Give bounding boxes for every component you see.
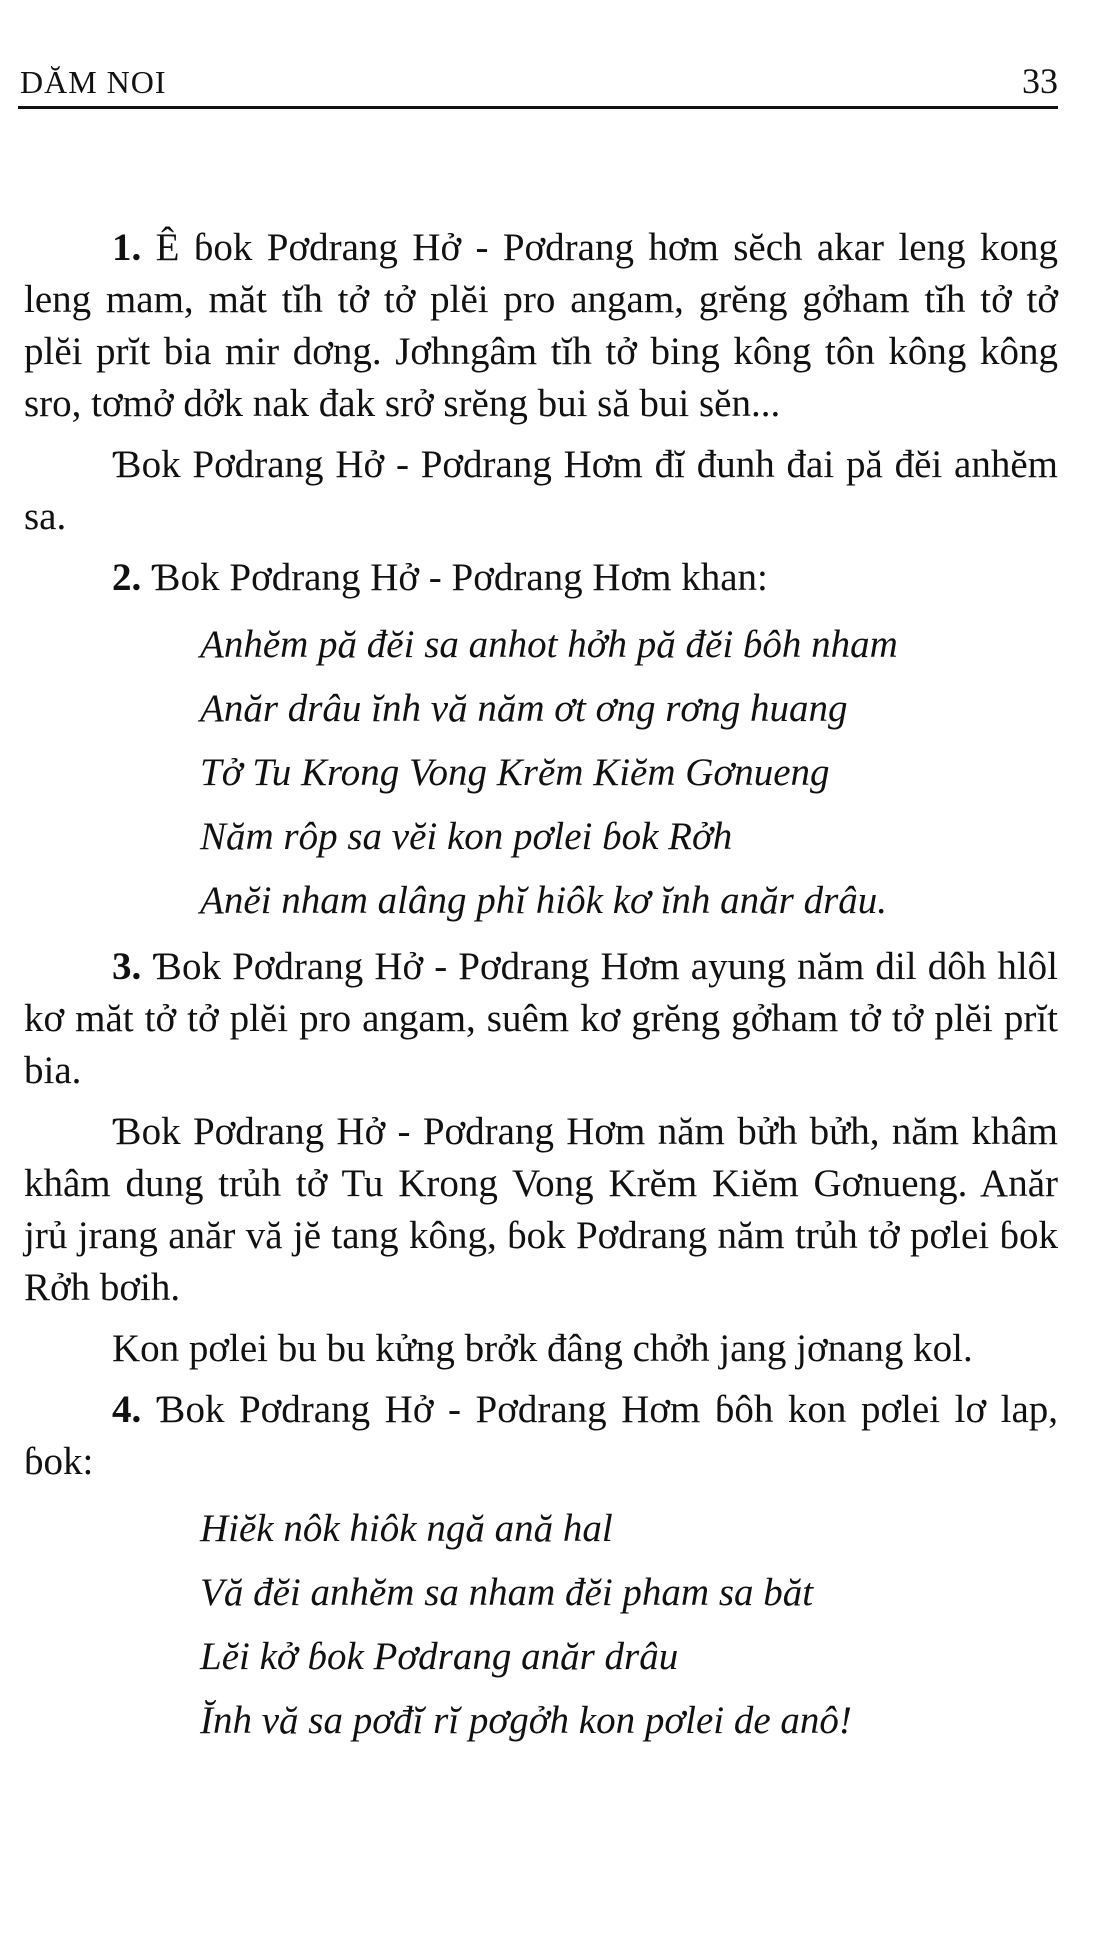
paragraph-4 <box>24 941 1058 1097</box>
running-header <box>18 58 1058 109</box>
section-number: 1. <box>112 226 142 269</box>
paragraph-6: Kon pơlei bu bu kửng brởk đâng chởh jang jơnang kol. <box>112 1327 973 1370</box>
paragraph-1 <box>24 222 1058 430</box>
verse-line: Anăr drâu ĭnh vă năm ơt ơng rơng huang <box>200 687 848 730</box>
verse-line: Anĕi nham alâng phĭ hiôk kơ ĭnh anăr drâu. <box>200 879 888 922</box>
verse-line: Tở Tu Krong Vong Krĕm Kiĕm Gơnueng <box>200 751 830 794</box>
section-number: 4. <box>112 1388 142 1431</box>
section-number: 3. <box>112 945 142 988</box>
paragraph-5: Ɓok Pơdrang Hở - Pơdrang Hơm năm bửh bửh, năm khâm khâm dung trủh tở Tu Krong Vong Krĕm Kiĕm Gơnueng. Anăr jrủ jrang anăr vă jĕ tang kông, ɓok Pơdrang năm trủh tở pơlei ɓok Rởh bơih. <box>24 1110 1058 1309</box>
verse-line: Anhĕm pă đĕi sa anhot hởh pă đĕi ɓôh nham <box>200 623 898 666</box>
verse-line: Vă đĕi anhĕm sa nham đĕi pham sa băt <box>200 1571 814 1614</box>
verse-line: Ĭnh vă sa pơđĭ rĭ pơgởh kon pơlei de anô! <box>200 1699 852 1742</box>
paragraph-text: Ɓok Pơdrang Hở - Pơdrang Hơm khan: <box>151 556 768 599</box>
paragraph-3 <box>24 552 1058 604</box>
paragraph-2: Ɓok Pơdrang Hở - Pơdrang Hơm đĭ đunh đai pă đĕi anhĕm sa. <box>24 443 1058 538</box>
verse-line: Năm rôp sa vĕi kon pơlei ɓok Rởh <box>200 815 733 858</box>
section-number: 2. <box>112 556 142 599</box>
running-head-title: DĂM NOI <box>20 64 167 100</box>
verse-block-1 <box>24 613 1058 933</box>
paragraph-text: Ɓok Pơdrang Hở - Pơdrang Hơm ɓôh kon pơlei lơ lap, ɓok: <box>24 1388 1059 1483</box>
paragraph-text: Ê ɓok Pơdrang Hở - Pơdrang hơm sĕch akar leng kong leng mam, măt tĭh tở tở plĕi pro angam, grĕng gởham tĭh tở tở plĕi prĭt bia mir dơng. Jơhngâm tĭh tở bing kông tôn kông kông sro, tơmở dởk nak đak srở srĕng bui să bui sĕn... <box>24 226 1058 425</box>
paragraph-7 <box>24 1384 1058 1488</box>
page-number: 33 <box>1022 61 1058 101</box>
verse-line: Lĕi kở ɓok Pơdrang anăr drâu <box>200 1635 679 1678</box>
verse-block-2 <box>24 1497 1058 1753</box>
body-text <box>24 222 1058 1761</box>
paragraph-text: Ɓok Pơdrang Hở - Pơdrang Hơm ayung năm dil dôh hlôl kơ măt tở tở plĕi pro angam, suêm kơ grĕng gởham tở tở plĕi prĭt bia. <box>24 945 1058 1092</box>
verse-line: Hiĕk nôk hiôk ngă ană hal <box>200 1507 613 1550</box>
